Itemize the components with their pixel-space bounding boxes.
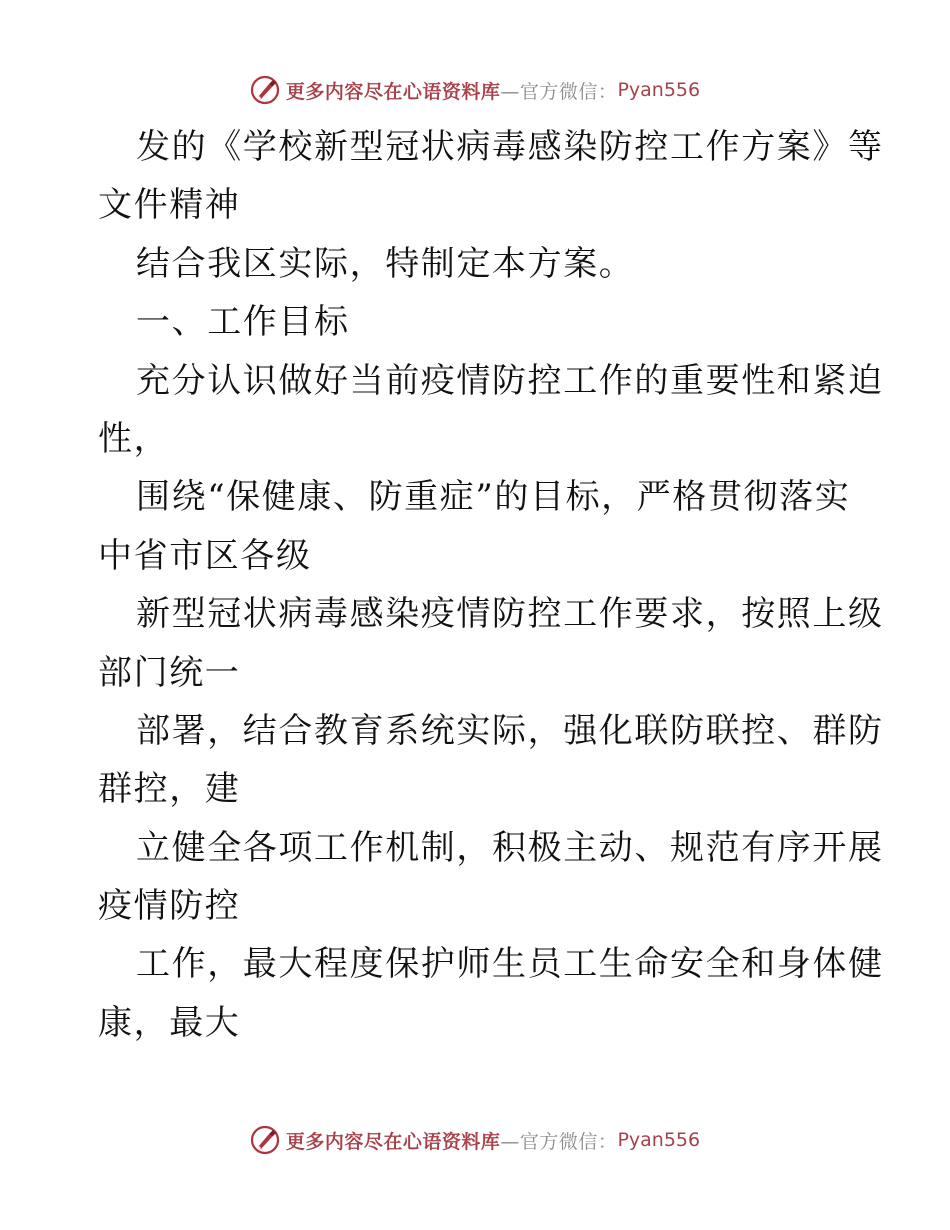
header-watermark xyxy=(0,70,950,110)
text-line: 充分认识做好当前疫情防控工作的重要性和紧迫 xyxy=(136,360,884,401)
text-line: 部署，结合教育系统实际，强化联防联控、群防 xyxy=(136,710,884,751)
text-line: 新型冠状病毒感染疫情防控工作要求，按照上级 xyxy=(136,594,884,635)
watermark-wechat-id: Pyan556 xyxy=(617,79,701,101)
text-line: 结合我区实际，特制定本方案。 xyxy=(136,243,635,284)
text-line: 一、工作目标 xyxy=(136,302,350,343)
text-line: 立健全各项工作机制，积极主动、规范有序开展 xyxy=(136,827,884,868)
text-line: 疫情防控 xyxy=(98,886,241,927)
text-line: 围绕“保健康、防重症”的目标，严格贯彻落实 xyxy=(136,477,851,518)
watermark-separator-text: —官方微信： xyxy=(500,80,618,103)
text-line: 群控，建 xyxy=(98,769,241,810)
pen-logo-icon xyxy=(250,1125,280,1155)
pen-logo-icon xyxy=(250,75,280,105)
text-line: 康，最大 xyxy=(98,1002,241,1043)
text-line: 部门统一 xyxy=(98,652,241,693)
watermark-wechat-id: Pyan556 xyxy=(617,1129,701,1151)
watermark-main-text: 更多内容尽在心语资料库 xyxy=(285,80,501,103)
text-line: 性， xyxy=(98,418,170,459)
watermark-main-text: 更多内容尽在心语资料库 xyxy=(285,1130,501,1153)
footer-watermark xyxy=(0,1120,950,1160)
watermark-separator-text: —官方微信： xyxy=(500,1130,618,1153)
text-line: 文件精神 xyxy=(98,185,241,226)
document-body xyxy=(98,118,884,1052)
text-line: 工作，最大程度保护师生员工生命安全和身体健 xyxy=(136,944,884,985)
text-line: 发的《学校新型冠状病毒感染防控工作方案》等 xyxy=(136,127,884,167)
text-line: 中省市区各级 xyxy=(98,535,312,576)
